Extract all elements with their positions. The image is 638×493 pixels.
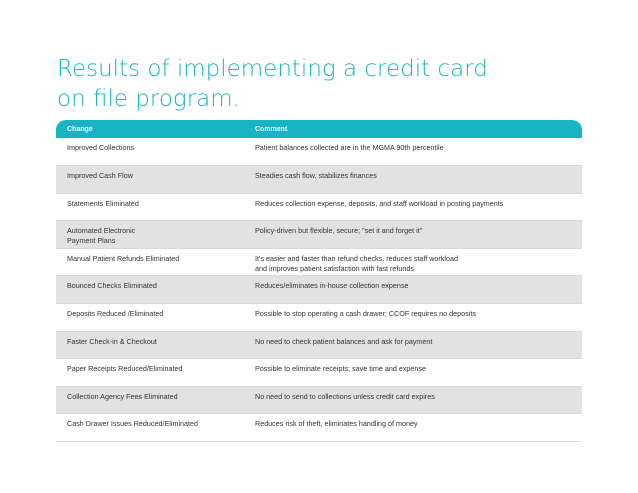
table-row [56,414,582,442]
table-row [56,331,582,359]
comment-cell-text: Policy-driven but flexible, secure; "set it and forget it" [255,226,423,236]
comment-cell [244,331,582,359]
slide-title-line-2: on file program. [57,86,240,112]
change-cell [56,304,244,332]
change-cell-text: Improved Cash Flow [67,171,133,181]
change-cell-text: Deposits Reduced /Eliminated [67,309,164,319]
comment-cell-text: Possible to eliminate receipts; save time and expense [255,364,426,374]
change-cell-text: Faster Check-in & Checkout [67,336,157,346]
comment-cell-text: Reduces collection expense, deposits, and staff workload in posting payments [255,198,504,208]
comment-cell [244,138,582,166]
comment-cell [244,359,582,387]
change-cell [56,221,244,249]
table-row [56,276,582,304]
comment-cell [244,193,582,221]
change-cell [56,331,244,359]
change-cell-text: Statements Eliminated [67,198,139,208]
comment-cell [244,248,582,276]
change-cell [56,138,244,166]
table-row [56,193,582,221]
change-cell-text: Bounced Checks Eliminated [67,281,157,291]
comment-cell [244,276,582,304]
header-comment: Comment [244,120,582,138]
change-cell [56,166,244,194]
header-change: Change [56,120,244,138]
change-cell-text: Collection Agency Fees Eliminated [67,391,178,401]
change-cell [56,193,244,221]
table-row [56,359,582,387]
slide-title-line-1: Results of implementing a credit card [57,56,488,82]
comment-cell-text: Reduces/eliminates in-house collection expense [255,281,409,291]
comment-cell-text: No need to check patient balances and ask for payment [255,336,433,346]
change-cell-text: Manual Patient Refunds Eliminated [67,253,180,263]
change-cell [56,386,244,414]
table-row [56,138,582,166]
comment-cell-text: Steadies cash flow, stabilizes finances [255,171,377,181]
change-cell-text: Cash Drawer Issues Reduced/Eliminated [67,419,199,429]
comment-cell-text: and improves patient satisfaction with fast refunds [255,263,415,273]
comment-cell [244,221,582,249]
change-cell-text: Automated Electronic [67,226,136,236]
change-cell [56,414,244,442]
table-row [56,386,582,414]
comment-cell [244,304,582,332]
comment-cell [244,386,582,414]
change-cell-text: Payment Plans [67,236,116,246]
table-header-row [56,120,582,138]
change-cell [56,248,244,276]
change-cell-text: Improved Collections [67,143,135,152]
table-row [56,221,582,249]
comment-cell-text: No need to send to collections unless credit card expires [255,391,435,401]
comment-cell-text: Possible to stop operating a cash drawer; CCOF requires no deposits [255,309,476,319]
comment-cell-text: It's easier and faster than refund checks, reduces staff workload [255,253,458,263]
change-cell [56,276,244,304]
change-cell-text: Paper Receipts Reduced/Eliminated [67,364,183,374]
results-table [56,120,582,442]
comment-cell-text: Reduces risk of theft, eliminates handling of money [255,419,418,429]
comment-cell [244,166,582,194]
slide-title [57,54,557,114]
table-row [56,304,582,332]
table-row [56,166,582,194]
change-cell [56,359,244,387]
comment-cell [244,414,582,442]
comment-cell-text: Patient balances collected are in the MGMA 90th percentile [255,143,444,152]
table-body [56,138,582,442]
table-row [56,248,582,276]
